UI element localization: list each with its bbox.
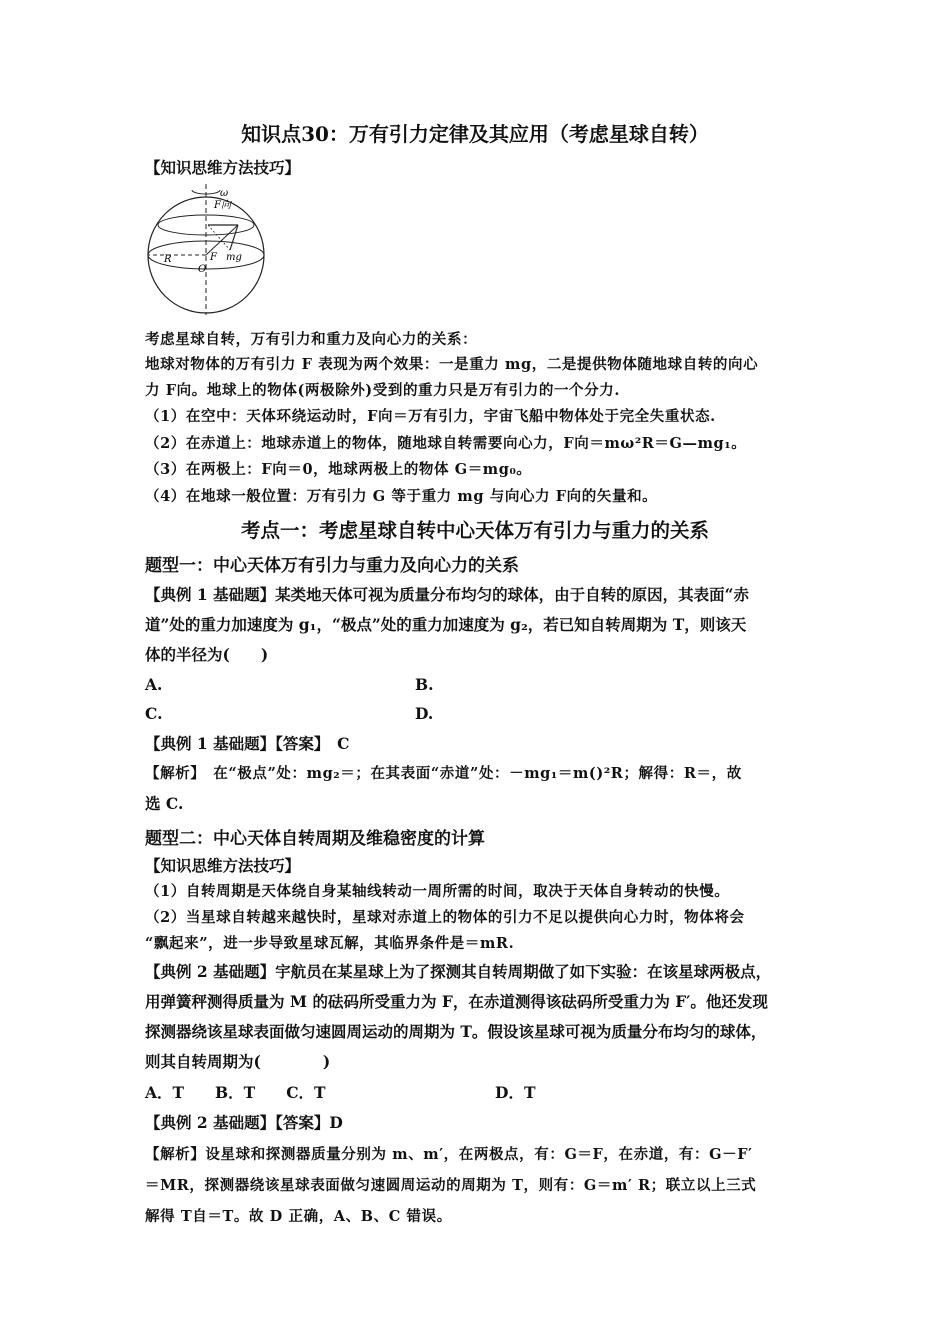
example-2-answer: 【典例 2 基础题】【答案】D — [145, 1113, 343, 1132]
relation-intro: 考虑星球自转，万有引力和重力及向心力的关系： — [145, 331, 478, 348]
effect-line-1: 地球对物体的万有引力 F 表现为两个效果：一是重力 mg，二是提供物体随地球自转的向心 — [145, 356, 759, 373]
f-xiang-label: F向 — [214, 200, 231, 211]
example-1-line-1: 【典例 1 基础题】某类地天体可视为质量分布均匀的球体，由于自转的原因，其表面“赤 — [145, 585, 749, 604]
example-1-line-3: 体的半径为( ) — [145, 645, 269, 664]
example-2-option-d: D．T — [495, 1083, 536, 1102]
type-2-heading: 题型二：中心天体自转周期及维稳密度的计算 — [145, 829, 485, 849]
example-1-answer: 【典例 1 基础题】【答案】 C — [145, 734, 350, 753]
example-1-option-a: A. — [145, 675, 163, 694]
page-title: 知识点30：万有引力定律及其应用（考虑星球自转） — [241, 122, 709, 146]
type-1-heading: 题型一：中心天体万有引力与重力及向心力的关系 — [145, 556, 519, 576]
example-2-analysis-1: 【解析】设星球和探测器质量分别为 m、m′，在两极点，有：G＝F，在赤道，有：G－F′ — [145, 1146, 753, 1163]
example-2-line-3: 探测器绕该星球表面做匀速圆周运动的周期为 T。假设该星球可视为质量分布均匀的球体， — [145, 1022, 767, 1041]
example-1-option-d: D. — [415, 704, 434, 723]
tips-2-header: 【知识思维方法技巧】 — [145, 856, 301, 875]
example-1-analysis-1: 【解析】 在“极点”处：mg₂＝；在其表面“赤道”处：－mg₁＝m()²R；解得：R＝，故 — [145, 765, 742, 782]
case-3: （3）在两极上：F向＝0，地球两极上的物体 G＝mg₀。 — [145, 461, 532, 478]
example-2-analysis-2: ＝MR，探测器绕该星球表面做匀速圆周运动的周期为 T，则有：G＝m′ R；联立以上三式 — [145, 1177, 757, 1194]
f-label: F — [210, 252, 217, 263]
kaodian-1-heading: 考点一：考虑星球自转中心天体万有引力与重力的关系 — [240, 519, 709, 542]
case-4: （4）在地球一般位置：万有引力 G 等于重力 mg 与向心力 F向的矢量和。 — [145, 488, 658, 505]
example-2-line-1: 【典例 2 基础题】宇航员在某星球上为了探测其自转周期做了如下实验：在该星球两极点， — [145, 962, 772, 981]
effect-line-2: 力 F向。地球上的物体(两极除外)受到的重力只是万有引力的一个分力. — [145, 382, 621, 399]
r-label: R — [164, 254, 172, 265]
example-1-option-b: B. — [415, 675, 434, 694]
case-1: （1）在空中：天体环绕运动时，F向＝万有引力，宇宙飞船中物体处于完全失重状态. — [145, 408, 716, 425]
o-label: O — [198, 264, 207, 275]
mg-label: mg — [226, 252, 242, 263]
example-1-analysis-2: 选 C. — [145, 794, 184, 813]
example-2-options-abc: A．T B．T C．T — [145, 1083, 326, 1102]
example-2-analysis-3: 解得 T自＝T。故 D 正确，A、B、C 错误。 — [145, 1208, 452, 1225]
case-2: （2）在赤道上：地球赤道上的物体，随地球自转需要向心力，F向＝mω²R＝G—mg₁。 — [145, 435, 747, 452]
tip-2-2b: “飘起来”，进一步导致星球瓦解，其临界条件是＝mR. — [145, 935, 515, 952]
tips-header: 【知识思维方法技巧】 — [145, 158, 301, 177]
tip-2-1: （1）自转周期是天体绕自身某轴线转动一周所需的时间，取决于天体自身转动的快慢。 — [145, 883, 730, 900]
earth-rotation-figure — [140, 180, 280, 315]
example-1-line-2: 道”处的重力加速度为 g₁，“极点”处的重力加速度为 g₂，若已知自转周期为 T，则该天 — [145, 615, 747, 634]
example-1-option-c: C. — [145, 704, 163, 723]
tip-2-2a: （2）当星球自转越来越快时，星球对赤道上的物体的引力不足以提供向心力时，物体将会 — [145, 909, 745, 926]
omega-label: ω — [220, 188, 229, 199]
example-2-line-2: 用弹簧秤测得质量为 M 的砝码所受重力为 F，在赤道测得该砝码所受重力为 F′。他还发现 — [145, 992, 768, 1011]
example-2-line-4: 则其自转周期为( ) — [145, 1052, 331, 1071]
